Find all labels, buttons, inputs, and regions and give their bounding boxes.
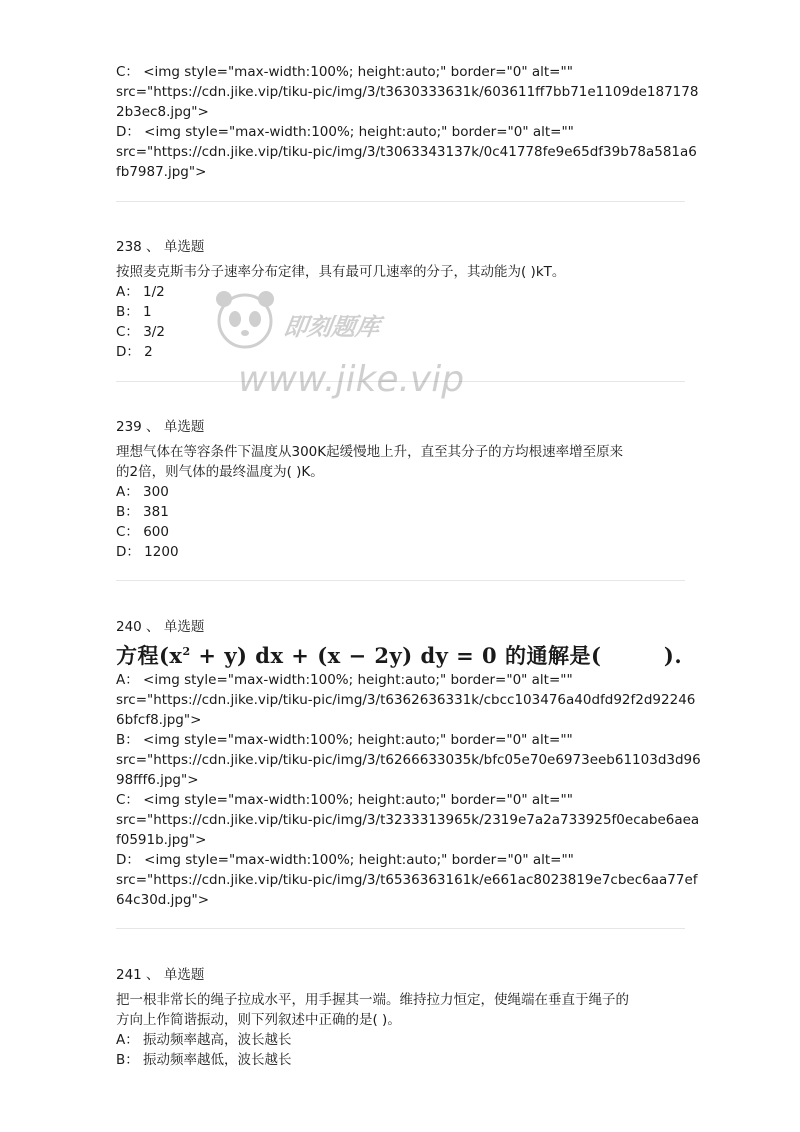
option-c: C： 3/2 [116,324,165,340]
option-c: C： 600 [116,524,169,540]
formula-exponent: 2 [182,645,191,658]
option-c-src: src="https://cdn.jike.vip/tiku-pic/img/3/t3233313965k/2319e7a2a733925f0ecabe6aea [116,812,700,828]
option-d: D： 2 [116,344,153,360]
question-239-stem: 理想气体在等容条件下温度从300K起缓慢地上升，直至其分子的方均根速率增至原来 [116,444,624,460]
question-239-header: 239 、 单选题 [116,419,205,435]
option-d-src: src="https://cdn.jike.vip/tiku-pic/img/3/t3063343137k/0c41778fe9e65df39b78a581a6 [116,144,697,160]
option-d-src: src="https://cdn.jike.vip/tiku-pic/img/3/t6536363161k/e661ac8023819e7cbec6aa77ef [116,872,698,888]
formula-pre: 方程(x [116,643,183,668]
option-d-src-cont: 64c30d.jpg"> [116,892,210,908]
question-238-header: 238 、 单选题 [116,239,205,255]
option-a: A： 300 [116,484,169,500]
option-d-src-cont: fb7987.jpg"> [116,164,207,180]
question-239-stem-cont: 的2倍，则气体的最终温度为( )K。 [116,464,324,480]
question-241-stem-cont: 方向上作简谐振动，则下列叙述中正确的是( )。 [116,1012,401,1028]
option-b-src: src="https://cdn.jike.vip/tiku-pic/img/3/t6266633035k/bfc05e70e6973eeb61103d3d96 [116,752,701,768]
question-240-header: 240 、 单选题 [116,619,205,635]
option-b-src-cont: 98fff6.jpg"> [116,772,199,788]
option-b: B： 振动频率越低，波长越长 [116,1052,292,1068]
formula-post: + y) dx + (x − 2y) dy = 0 的通解是( ). [190,643,683,668]
divider [116,381,685,382]
watermark-url: www.jike.vip [238,359,465,400]
option-c-line: C： <img style="max-width:100%; height:auto;" border="0" alt="" [116,792,573,808]
option-c-src: src="https://cdn.jike.vip/tiku-pic/img/3/t3630333631k/603611ff7bb71e1109de187178 [116,84,699,100]
panda-logo-icon [210,285,280,355]
question-240-formula [116,643,682,669]
question-241-header: 241 、 单选题 [116,967,205,983]
option-a-line: A： <img style="max-width:100%; height:auto;" border="0" alt="" [116,672,573,688]
option-c-src-cont: f0591b.jpg"> [116,832,207,848]
option-d-line: D： <img style="max-width:100%; height:auto;" border="0" alt="" [116,852,574,868]
divider [116,201,685,202]
option-c-line: C： <img style="max-width:100%; height:auto;" border="0" alt="" [116,64,573,80]
option-a: A： 1/2 [116,284,165,300]
watermark-cn: 即刻题库 [281,313,382,341]
option-b-line: B： <img style="max-width:100%; height:auto;" border="0" alt="" [116,732,573,748]
question-241-stem: 把一根非常长的绳子拉成水平，用手握其一端。维持拉力恒定，使绳端在垂直于绳子的 [116,992,629,1008]
option-a-src: src="https://cdn.jike.vip/tiku-pic/img/3/t6362636331k/cbcc103476a40dfd92f2d92246 [116,692,696,708]
option-c-src-cont: 2b3ec8.jpg"> [116,104,209,120]
question-238-stem: 按照麦克斯韦分子速率分布定律，具有最可几速率的分子，其动能为( )kT。 [116,264,566,280]
option-d-line: D： <img style="max-width:100%; height:auto;" border="0" alt="" [116,124,574,140]
option-d: D： 1200 [116,544,179,560]
option-b: B： 1 [116,304,152,320]
option-b: B： 381 [116,504,169,520]
divider [116,928,685,929]
option-a: A： 振动频率越高，波长越长 [116,1032,292,1048]
divider [116,580,685,581]
option-a-src-cont: 6bfcf8.jpg"> [116,712,202,728]
watermark [210,285,465,425]
